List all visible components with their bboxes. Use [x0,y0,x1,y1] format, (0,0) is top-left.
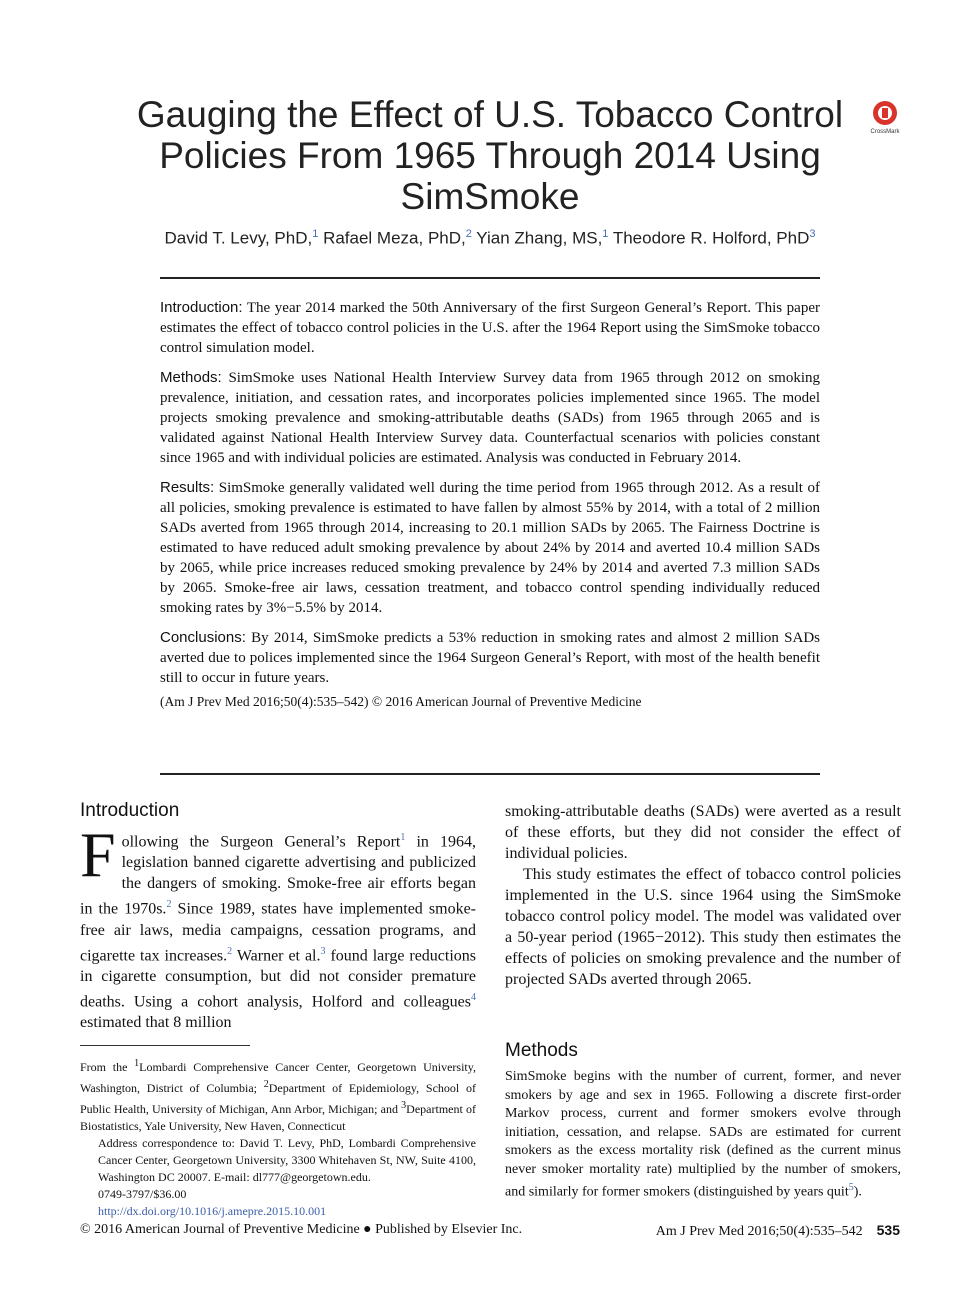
intro-study-paragraph: This study estimates the effect of tobacco control policies implemented in the U.S. since 1964 using the SimSmoke tobacco control policy model. The model was validated over a 50-year period (1965−2012). This study then estimates the effects of policies on smoking prevalence and the number of projected SADs averted through 2065. [505,866,901,988]
abstract-top-rule [160,277,820,279]
footnote-rule [80,1045,250,1046]
abstract-citation: (Am J Prev Med 2016;50(4):535–542) © 2016 American Journal of Preventive Medicine [160,694,642,709]
doi-link[interactable]: http://dx.doi.org/10.1016/j.amepre.2015.10.001 [98,1204,327,1218]
abstract-conclusions: Conclusions: By 2014, SimSmoke predicts a 53% reduction in smoking rates and almost 2 million SADs averted due to polices implemented since the 1964 Surgeon General’s Report, with most of the health benefit still to occur in future years. [160,629,820,686]
reference-link[interactable]: 3 [320,945,326,957]
abstract-introduction: Introduction: The year 2014 marked the 50th Anniversary of the first Surgeon General’s Report. This paper estimates the effect of tobacco control policies in the U.S. after the 1964 Report using the SimSmoke tobacco control simulation model. [160,299,820,356]
reference-link[interactable]: 4 [471,991,476,1003]
abstract-methods: Methods: SimSmoke uses National Health Interview Survey data from 1965 through 2012 on smoking prevalence, initiation, and cessation rates, and incorporates policies implemented since 1965. The model projects smoking prevalence and smoking-attributable deaths (SADs) from 1965 through 2065 and is validated against National Health Interview Survey data. Counterfactual scenarios with policies constant since 1965 and with individual policies are estimated. Analysis was conducted in February 2014. [160,369,820,466]
author-affiliation[interactable]: 3 [809,228,816,240]
abstract-results: Results: SimSmoke generally validated well during the time period from 1965 through 2012. As a result of all policies, smoking prevalence is estimated to have fallen by almost 55% by 2014, with a total of 2 million SADs averted from 1965 through 2014, increasing to 20.1 million SADs by 2065. The Fairness Doctrine is estimated to have reduced adult smoking prevalence by about 24% by 2014 and averted 10.4 million SADs by 2065, while price increases reduced smoking prevalence by 24% by 2014 and averted 7.3 million SADs by 2065. Smoke-free air laws, cessation treatment, and tobacco control spending individually reduced smoking rates by 3%−5.5% by 2014. [160,479,820,616]
reference-link[interactable]: 2 [166,899,172,911]
methods-section [505,1040,901,1202]
right-column-intro [505,801,901,990]
author-list [110,228,870,249]
introduction-section [80,800,476,1033]
reference-link[interactable]: 5 [848,1182,854,1193]
author-affiliation[interactable]: 1 [312,228,319,240]
affiliations: From the $^1$Lombardi Comprehensive Cancer Center, Georgetown University, Washington, District of Columbia; $^2$Department of Epidemiology, School of Public Health, University of Michigan, Ann Arbor, Michigan; and $^3$Department of Biostatistics, Yale University, New Haven, Connecticut [80,1058,476,1133]
affiliation-footnote [80,1055,476,1220]
author-name: Theodore R. Holford, PhD [612,228,810,248]
crossmark-icon[interactable] [868,100,902,136]
author-affiliation[interactable]: 1 [602,228,609,240]
methods-paragraph: SimSmoke begins with the number of current, former, and never smokers by age and sex in 1965. Following a discrete first-order Markov process, current and former smokers evolve through initiation, cessation, and relapse. SADs are estimated for current smokers as the excess mortality risk (defined as the current minus never smoker mortality rate) multiplied by the number of smokers, and similarly for former smokers (distinguished by years quit$^5$). [505,1069,901,1200]
author-name: Rafael Meza, PhD, [323,228,466,248]
abstract-label: Introduction: [160,299,243,316]
abstract [160,298,820,722]
drop-cap: F [80,819,116,890]
page-number: 535 [876,1222,900,1238]
reference-link[interactable]: 2 [227,945,233,957]
intro-continued-paragraph: smoking-attributable deaths (SADs) were averted as a result of these efforts, but they did not consider the effect of individual policies. [505,803,901,862]
issn: 0749-3797/$36.00 [98,1187,187,1201]
section-heading-introduction: Introduction [80,800,180,821]
abstract-label: Methods: [160,369,222,386]
correspondence: Address correspondence to: David T. Levy, PhD, Lombardi Comprehensive Cancer Center, Georgetown University, 3300 Whitehaven St, NW, Suite 4100, Washington DC 20007. E-mail: dl777@georgetown.edu. [98,1136,476,1184]
footer-copyright: © 2016 American Journal of Preventive Medicine ● Published by Elsevier Inc. [80,1222,523,1237]
abstract-bottom-rule [160,773,820,775]
abstract-label: Conclusions: [160,629,246,646]
author-name: David T. Levy, PhD, [164,228,313,248]
section-heading-methods: Methods [505,1040,578,1061]
author-name: Yian Zhang, MS, [476,228,603,248]
footer-citation: Am J Prev Med 2016;50(4):535–542 535 [655,1222,900,1239]
crossmark-label: CrossMark [870,129,900,135]
reference-link[interactable]: 1 [400,832,406,843]
introduction-paragraph: Following the Surgeon General’s Report$^1$ in 1964, legislation banned cigarette advertising and publicized the dangers of smoking. Smoke-free air efforts began in the 1970s.$^2$ Since 1989, states have implemented smoke-free air laws, media campaigns, cessation programs, and cigarette tax increases.$^2$ Warner et al.$^3$ found large reductions in cigarette consumption, but did not consider premature deaths. Using a cohort analysis, Holford and colleagues$^4$ estimated that 8 million [80,819,477,1032]
article-title: Gauging the Effect of U.S. Tobacco Control Policies From 1965 Through 2014 Using SimSmoke [136,94,844,217]
abstract-label: Results: [160,479,215,496]
author-affiliation[interactable]: 2 [465,228,472,240]
